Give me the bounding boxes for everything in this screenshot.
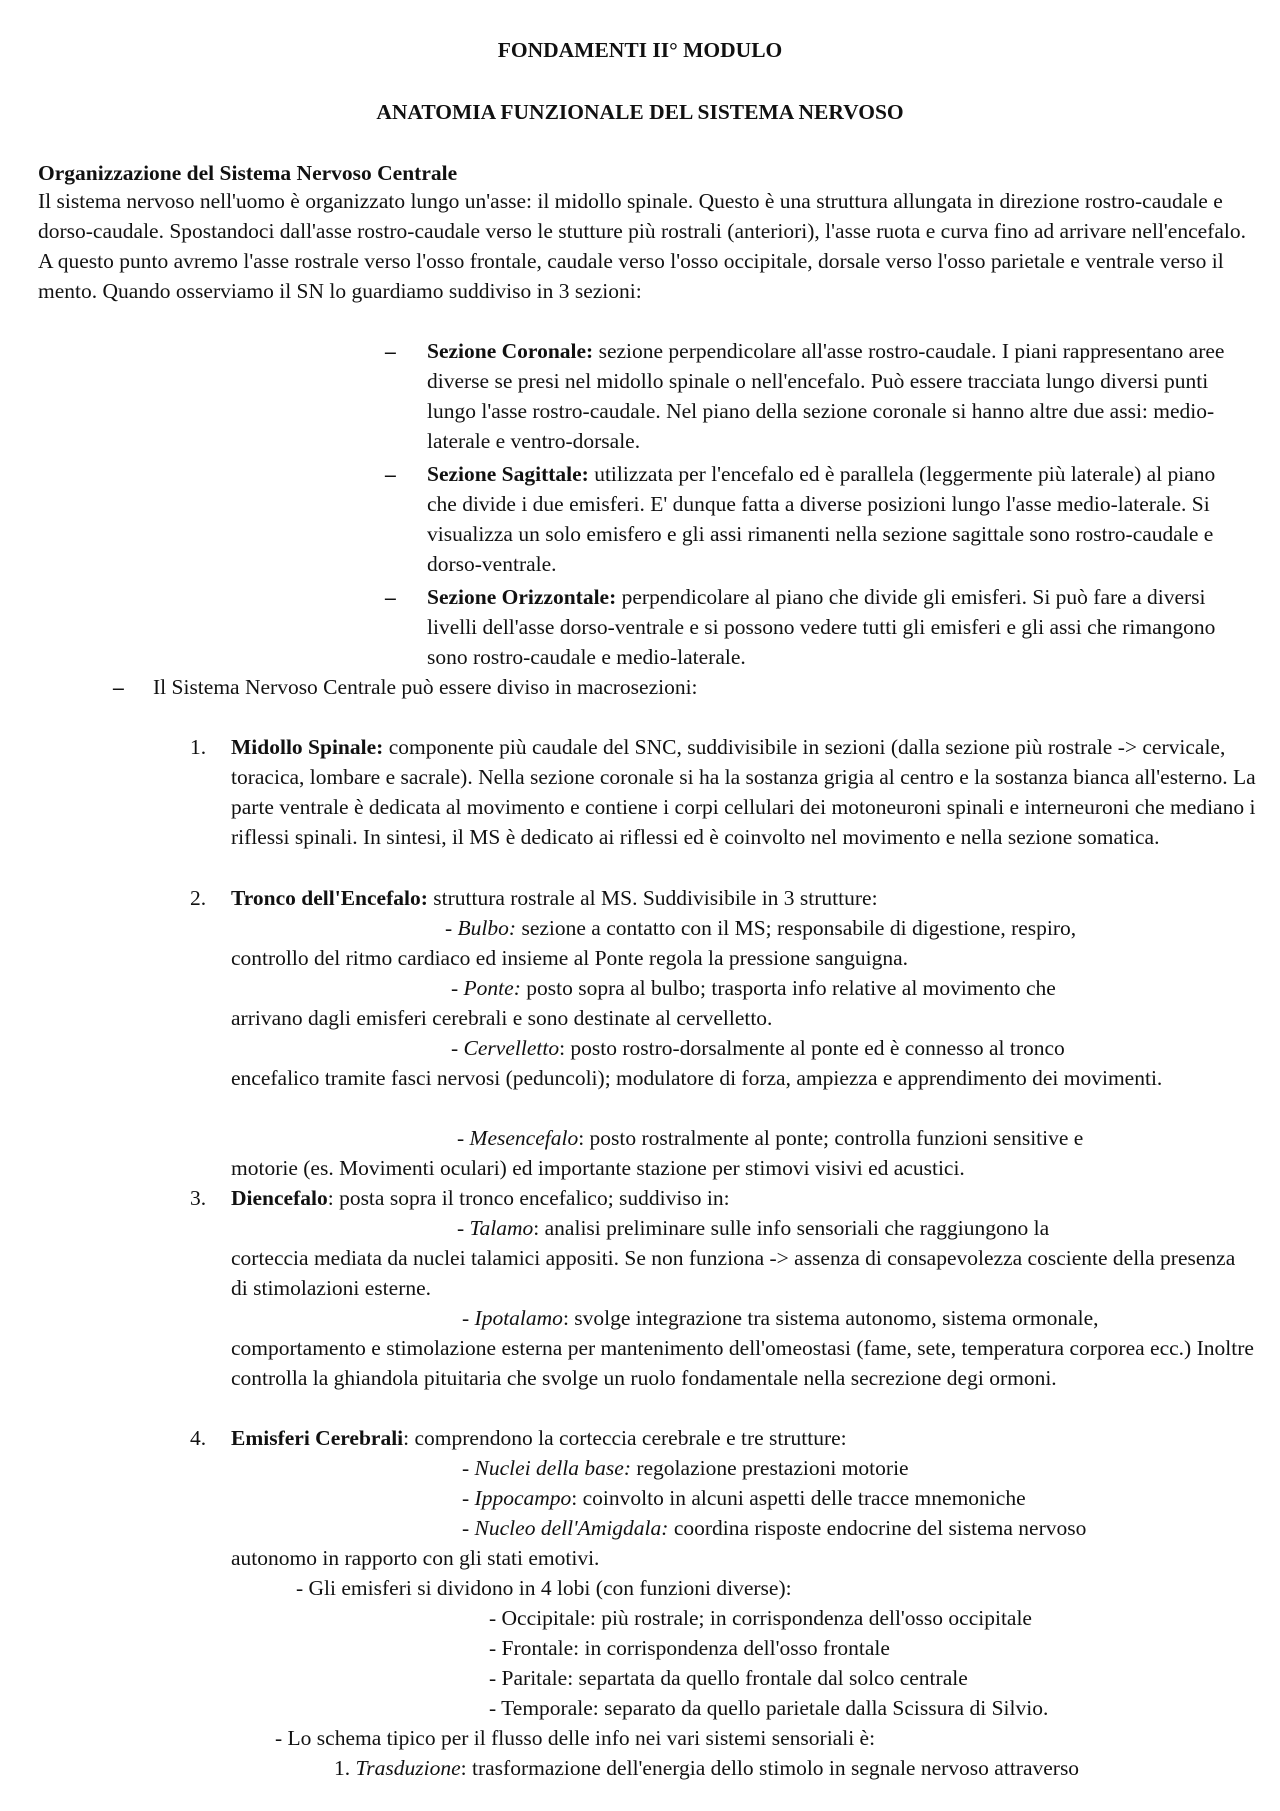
item-label: Tronco dell'Encefalo:	[231, 886, 428, 910]
sub-ipotalamo-rest: comportamento e stimolazione esterna per mantenimento dell'omeostasi (fame, sete, temperatura corporea ecc.) Inoltre controlla la ghiandola pituitaria che svolge un ruolo fondamentale nella secrezione degi ormoni.	[231, 1336, 1254, 1390]
list-item-emisferi	[231, 1423, 847, 1453]
macro-intro: Il Sistema Nervoso Centrale può essere diviso in macrosezioni:	[153, 675, 698, 699]
list-item-midollo	[231, 732, 1261, 852]
lobo-occipitale: - Occipitale: più rostrale; in corrispondenza dell'osso occipitale	[489, 1606, 1032, 1630]
document-subtitle: ANATOMIA FUNZIONALE DEL SISTEMA NERVOSO	[376, 100, 904, 124]
item-label: Emisferi Cerebrali	[231, 1426, 404, 1450]
bullet-text: utilizzata per l'encefalo ed è parallela (leggermente più laterale) al piano che divide i due emisferi. E' dunque fatta a diverse posizioni lungo l'asse medio-laterale. Si visualizza un solo emisfero e gli assi rimanenti nella sezione sagittale sono rostro-caudale e dorso-ventrale.	[427, 462, 1216, 576]
bullet-coronale	[427, 336, 1257, 456]
sub-cervelletto-rest: encefalico tramite fasci nervosi (peduncoli); modulatore di forza, ampiezza e apprendimento dei movimenti.	[231, 1066, 1163, 1090]
section-heading: Organizzazione del Sistema Nervoso Centrale	[38, 161, 458, 185]
sub-bulbo-line1: - Bulbo: sezione a contatto con il MS; responsabile di digestione, respiro,	[445, 916, 1077, 940]
bullet-sagittale	[427, 459, 1247, 579]
schema-intro: - Lo schema tipico per il flusso delle info nei vari sistemi sensoriali è:	[275, 1726, 876, 1750]
item-text: struttura rostrale al MS. Suddivisibile in 3 strutture:	[427, 886, 878, 910]
sub-cervelletto-line1: - Cervelletto: posto rostro-dorsalmente al ponte ed è connesso al tronco	[451, 1036, 1065, 1060]
bullet-dash: –	[385, 462, 396, 486]
sub-amigdala-rest: autonomo in rapporto con gli stati emotivi.	[231, 1546, 600, 1570]
bullet-text: perpendicolare al piano che divide gli emisferi. Si può fare a diversi livelli dell'asse dorso-ventrale e si possono vedere tutti gli emisferi e gli assi che rimangono sono rostro-caudale e medio-laterale.	[427, 585, 1216, 669]
intro-paragraph: Il sistema nervoso nell'uomo è organizzato lungo un'asse: il midollo spinale. Questo è una struttura allungata in direzione rostro-caudale e dorso-caudale. Spostandoci dall'asse rostro-caudale verso le stutture più rostrali (anteriori), l'asse ruota e curva fino ad arrivare nell'encefalo. A questo punto avremo l'asse rostrale verso l'osso frontale, caudale verso l'osso occipitale, dorsale verso l'osso parietale e ventrale verso il mento. Quando osserviamo il SN lo guardiamo suddiviso in 3 sezioni:	[38, 189, 1246, 303]
bullet-text: sezione perpendicolare all'asse rostro-caudale. I piani rappresentano aree diverse se presi nel midollo spinale o nell'encefalo. Può essere tracciata lungo diversi punti lungo l'asse rostro-caudale. Nel piano della sezione coronale si hanno altre due assi: medio-laterale e ventro-dorsale.	[427, 339, 1225, 453]
sub-ponte-line1: - Ponte: posto sopra al bulbo; trasporta info relative al movimento che	[451, 976, 1056, 1000]
sub-ipotalamo-line1: - Ipotalamo: svolge integrazione tra sistema autonomo, sistema ormonale,	[462, 1306, 1099, 1330]
list-number: 2.	[190, 886, 207, 910]
sub-ippocampo: - Ippocampo: coinvolto in alcuni aspetti delle tracce mnemoniche	[462, 1486, 1026, 1510]
bullet-label: Sezione Orizzontale:	[427, 585, 617, 609]
sub-mesencefalo-rest: motorie (es. Movimenti oculari) ed importante stazione per stimovi visivi ed acustici.	[231, 1156, 965, 1180]
bullet-orizzontale	[427, 582, 1247, 672]
bullet-label: Sezione Coronale:	[427, 339, 594, 363]
sub-mesencefalo-line1: - Mesencefalo: posto rostralmente al ponte; controlla funzioni sensitive e	[457, 1126, 1084, 1150]
document-title: FONDAMENTI II° MODULO	[497, 38, 783, 62]
lobo-temporale: - Temporale: separato da quello parietale dalla Scissura di Silvio.	[489, 1696, 1049, 1720]
list-number: 1.	[190, 735, 207, 759]
item-text: componente più caudale del SNC, suddivisibile in sezioni (dalla sezione più rostrale -> cervicale, toracica, lombare e sacrale). Nella sezione coronale si ha la sostanza grigia al centro e la sostanza bianca all'esterno. La parte ventrale è dedicata al movimento e contiene i corpi cellulari dei motoneuroni spinali e interneuroni che mediano i riflessi spinali. In sintesi, il MS è dedicato ai riflessi ed è coinvolto nel movimento e nella sezione somatica.	[231, 735, 1256, 849]
sub-talamo-line1: - Talamo: analisi preliminare sulle info sensoriali che raggiungono la	[457, 1216, 1050, 1240]
list-number: 4.	[190, 1426, 207, 1450]
schema-item: 1. Trasduzione: trasformazione dell'energia dello stimolo in segnale nervoso attraverso	[334, 1756, 1080, 1780]
bullet-dash: –	[385, 339, 396, 363]
item-text: : posta sopra il tronco encefalico; suddiviso in:	[327, 1186, 730, 1210]
lobo-frontale: - Frontale: in corrispondenza dell'osso frontale	[489, 1636, 890, 1660]
item-label: Diencefalo	[231, 1186, 328, 1210]
sub-ponte-rest: arrivano dagli emisferi cerebrali e sono destinate al cervelletto.	[231, 1006, 773, 1030]
sub-nuclei-base: - Nuclei della base: regolazione prestazioni motorie	[462, 1456, 909, 1480]
item-label: Midollo Spinale:	[231, 735, 384, 759]
lobi-intro: - Gli emisferi si dividono in 4 lobi (con funzioni diverse):	[296, 1576, 792, 1600]
list-number: 3.	[190, 1186, 207, 1210]
sub-talamo-rest: corteccia mediata da nuclei talamici appositi. Se non funziona -> assenza di consapevolezza cosciente della presenza di stimolazioni esterne.	[231, 1246, 1236, 1300]
sub-amigdala-line1: - Nucleo dell'Amigdala: coordina risposte endocrine del sistema nervoso	[462, 1516, 1087, 1540]
item-text: : comprendono la corteccia cerebrale e tre strutture:	[403, 1426, 847, 1450]
list-item-diencefalo	[231, 1183, 730, 1213]
lobo-parietale: - Paritale: separtata da quello frontale dal solco centrale	[489, 1666, 968, 1690]
bullet-label: Sezione Sagittale:	[427, 462, 589, 486]
list-item-tronco	[231, 883, 878, 913]
bullet-dash: –	[385, 585, 396, 609]
sub-bulbo-rest: controllo del ritmo cardiaco ed insieme al Ponte regola la pressione sanguigna.	[231, 946, 909, 970]
bullet-dash: –	[113, 675, 124, 699]
